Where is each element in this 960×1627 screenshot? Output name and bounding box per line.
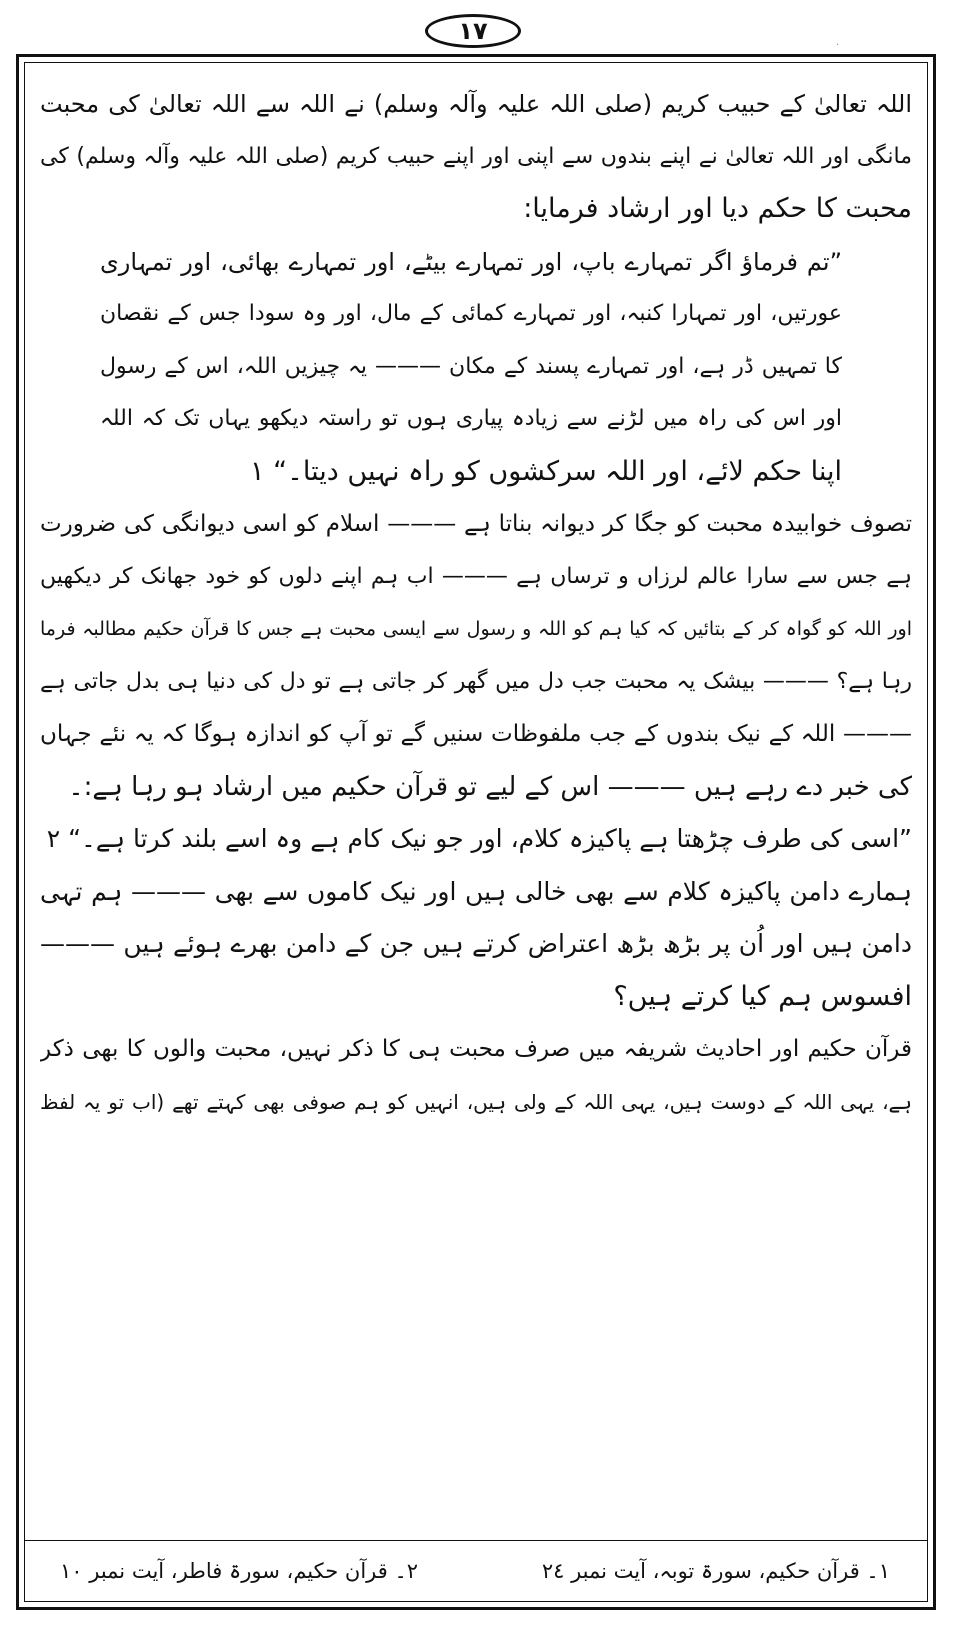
scan-speck: · xyxy=(836,40,840,51)
text-line: محبت کا حکم دیا اور ارشاد فرمایا: xyxy=(523,193,912,224)
footnote-1: ١۔ قرآن حکیم، سورۃ توبہ، آیت نمبر ٢٤ xyxy=(541,1559,890,1583)
body-text xyxy=(40,78,912,1128)
text-line: قرآن حکیم اور احادیث شریفہ میں صرف محبت ہی کا ذکر نہیں، محبت والوں کا بھی ذکر xyxy=(40,1036,912,1062)
paragraph xyxy=(40,1023,912,1128)
text-line: دامن ہیں اور اُن پر بڑھ بڑھ اعتراض کرتے ہیں جن کے دامن بھرے ہوئے ہیں ——— xyxy=(40,929,912,958)
text-line: ہمارے دامن پاکیزہ کلام سے بھی خالی ہیں اور نیک کاموں سے بھی ——— ہم تہی xyxy=(40,876,912,906)
page-number: ١٧ xyxy=(425,14,521,48)
text-line: مانگی اور اللہ تعالیٰ نے اپنے بندوں سے اپنی اور اپنے حبیب کریم (صلی اللہ علیہ وآلہ وسلم) کی xyxy=(40,143,912,169)
text-line: رہا ہے؟ ——— بیشک یہ محبت جب دل میں گھر کر جاتی ہے تو دل کی دنیا ہی بدل جاتی ہے xyxy=(40,668,912,694)
paragraph xyxy=(40,813,912,1023)
text-line: اور اس کی راہ میں لڑنے سے زیادہ پیاری ہوں تو راستہ دیکھو یہاں تک کہ اللہ xyxy=(100,406,842,431)
text-line: اور اللہ کو گواہ کر کے بتائیں کہ کیا ہم کو اللہ و رسول سے ایسی محبت ہے جس کا قرآن حکیم مطالبہ فرما xyxy=(40,618,912,640)
paragraph xyxy=(40,498,912,813)
footnote-2: ٢۔ قرآن حکیم، سورۃ فاطر، آیت نمبر ١٠ xyxy=(60,1559,419,1583)
text-line: عورتیں، اور تمہارا کنبہ، اور تمہارے کمائی کے مال، اور وہ سودا جس کے نقصان xyxy=(100,301,842,326)
text-line: ہے جس سے سارا عالم لرزاں و ترساں ہے ——— اب ہم اپنے دلوں کو خود جھانک کر دیکھیں xyxy=(40,563,912,589)
text-line: تصوف خوابیدہ محبت کو جگا کر دیوانہ بناتا ہے ——— اسلام کو اسی دیوانگی کی ضرورت xyxy=(40,511,912,537)
text-line: اپنا حکم لائے، اور اللہ سرکشوں کو راہ نہیں دیتا۔“ ١ xyxy=(250,455,842,487)
paragraph xyxy=(40,78,912,236)
quotation-block xyxy=(40,236,912,499)
footnotes xyxy=(60,1545,890,1597)
text-line: افسوس ہم کیا کرتے ہیں؟ xyxy=(613,980,912,1012)
text-line: کی خبر دے رہے ہیں ——— اس کے لیے تو قرآن حکیم میں ارشاد ہو رہا ہے:۔ xyxy=(68,771,912,802)
text-line: ہے، یہی اللہ کے دوست ہیں، یہی اللہ کے ولی ہیں، انہیں کو ہم صوفی بھی کہتے تھے (اب تو یہ لفظ xyxy=(40,1089,912,1114)
text-line: ”تم فرماؤ اگر تمہارے باپ، اور تمہارے بیٹے، اور تمہارے بھائی، اور تمہاری xyxy=(100,247,842,276)
text-line: ”اسی کی طرف چڑھتا ہے پاکیزہ کلام، اور جو نیک کام ہے وہ اسے بلند کرتا ہے۔“ ٢ xyxy=(46,824,912,853)
text-line: اللہ تعالیٰ کے حبیب کریم (صلی اللہ علیہ وآلہ وسلم) نے اللہ سے اللہ تعالیٰ کی محبت xyxy=(40,90,912,118)
text-line: ——— اللہ کے نیک بندوں کے جب ملفوظات سنیں گے تو آپ کو اندازہ ہوگا کہ یہ نئے جہاں xyxy=(40,721,912,747)
footnote-divider xyxy=(24,1540,928,1541)
text-line: کا تمہیں ڈر ہے، اور تمہارے پسند کے مکان ——— یہ چیزیں اللہ، اس کے رسول xyxy=(100,353,842,379)
